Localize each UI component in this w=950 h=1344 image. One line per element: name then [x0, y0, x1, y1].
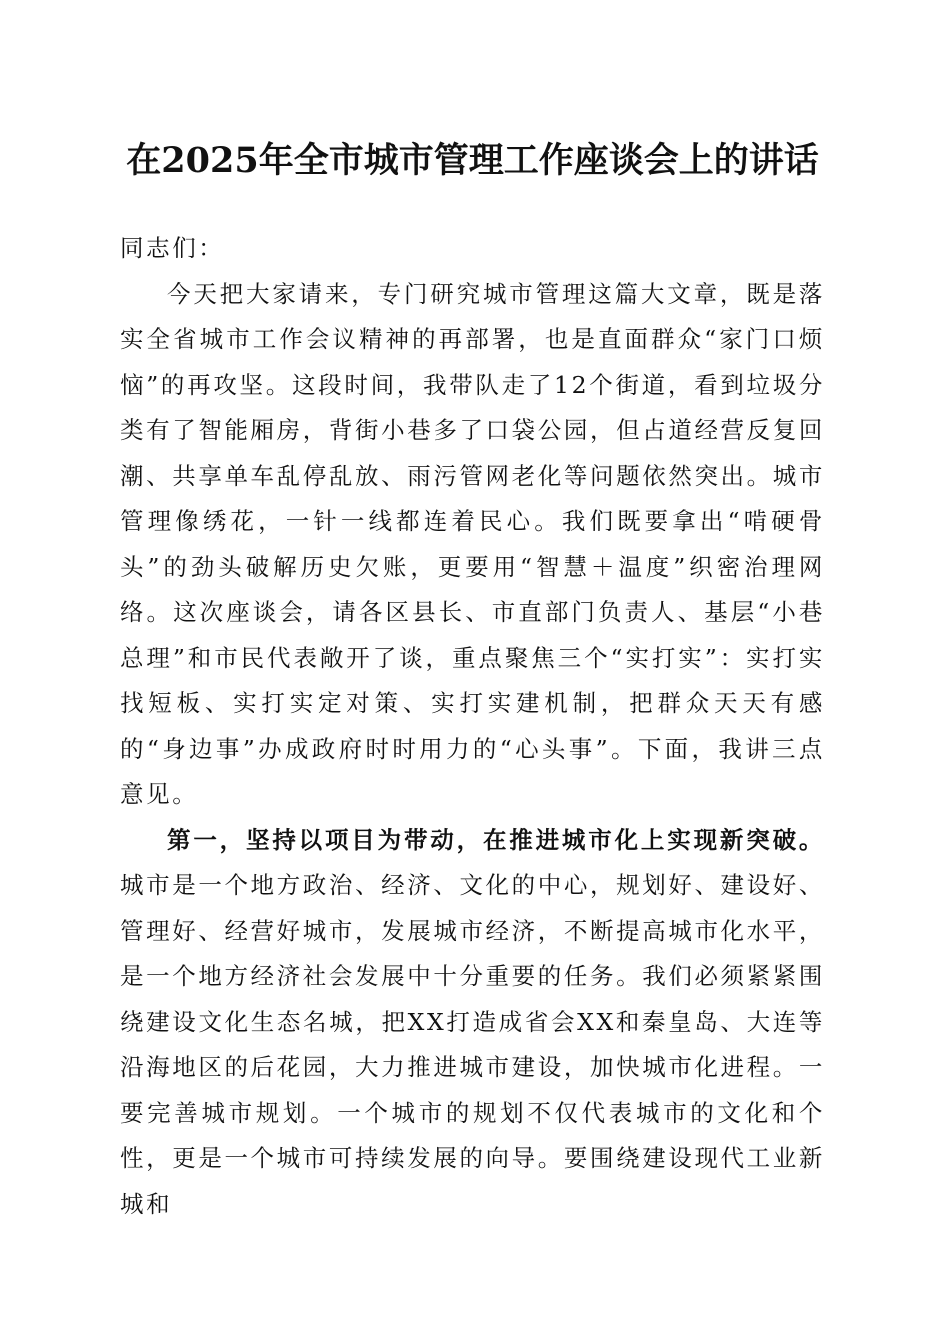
section-1-body: 城市是一个地方政治、经济、文化的中心，规划好、建设好、管理好、经营好城市，发展城市经济，不断提高城市化水平，是一个地方经济社会发展中十分重要的任务。我们必须紧紧围绕建设文化生态名城，把XX打造成省会XX和秦皇岛、大连等沿海地区的后花园，大力推进城市建设，加快城市化进程。一要完善城市规划。一个城市的规划不仅代表城市的文化和个性，更是一个城市可持续发展的向导。要围绕建设现代工业新城和: [120, 871, 825, 1218]
opening-paragraph: 今天把大家请来，专门研究城市管理这篇大文章，既是落实全省城市工作会议精神的再部署，也是直面群众“家门口烦恼”的再攻坚。这段时间，我带队走了12个街道，看到垃圾分类有了智能厢房，背街小巷多了口袋公园，但占道经营反复回潮、共享单车乱停乱放、雨污管网老化等问题依然突出。城市管理像绣花，一针一线都连着民心。我们既要拿出“啃硬骨头”的劲头破解历史欠账，更要用“智慧＋温度”织密治理网络。这次座谈会，请各区县长、市直部门负责人、基层“小巷总理”和市民代表敞开了谈，重点聚焦三个“实打实”：实打实找短板、实打实定对策、实打实建机制，把群众天天有感的“身边事”办成政府时时用力的“心头事”。下面，我讲三点意见。: [120, 279, 825, 808]
section-1-heading: 第一，坚持以项目为带动，在推进城市化上实现新突破。: [167, 825, 825, 854]
section-1-paragraph: [120, 818, 825, 1228]
document-title: 在2025年全市城市管理工作座谈会上的讲话: [126, 140, 819, 181]
document-page: [120, 0, 825, 1344]
document-body: [120, 226, 825, 1227]
salutation: 同志们：: [120, 234, 225, 262]
